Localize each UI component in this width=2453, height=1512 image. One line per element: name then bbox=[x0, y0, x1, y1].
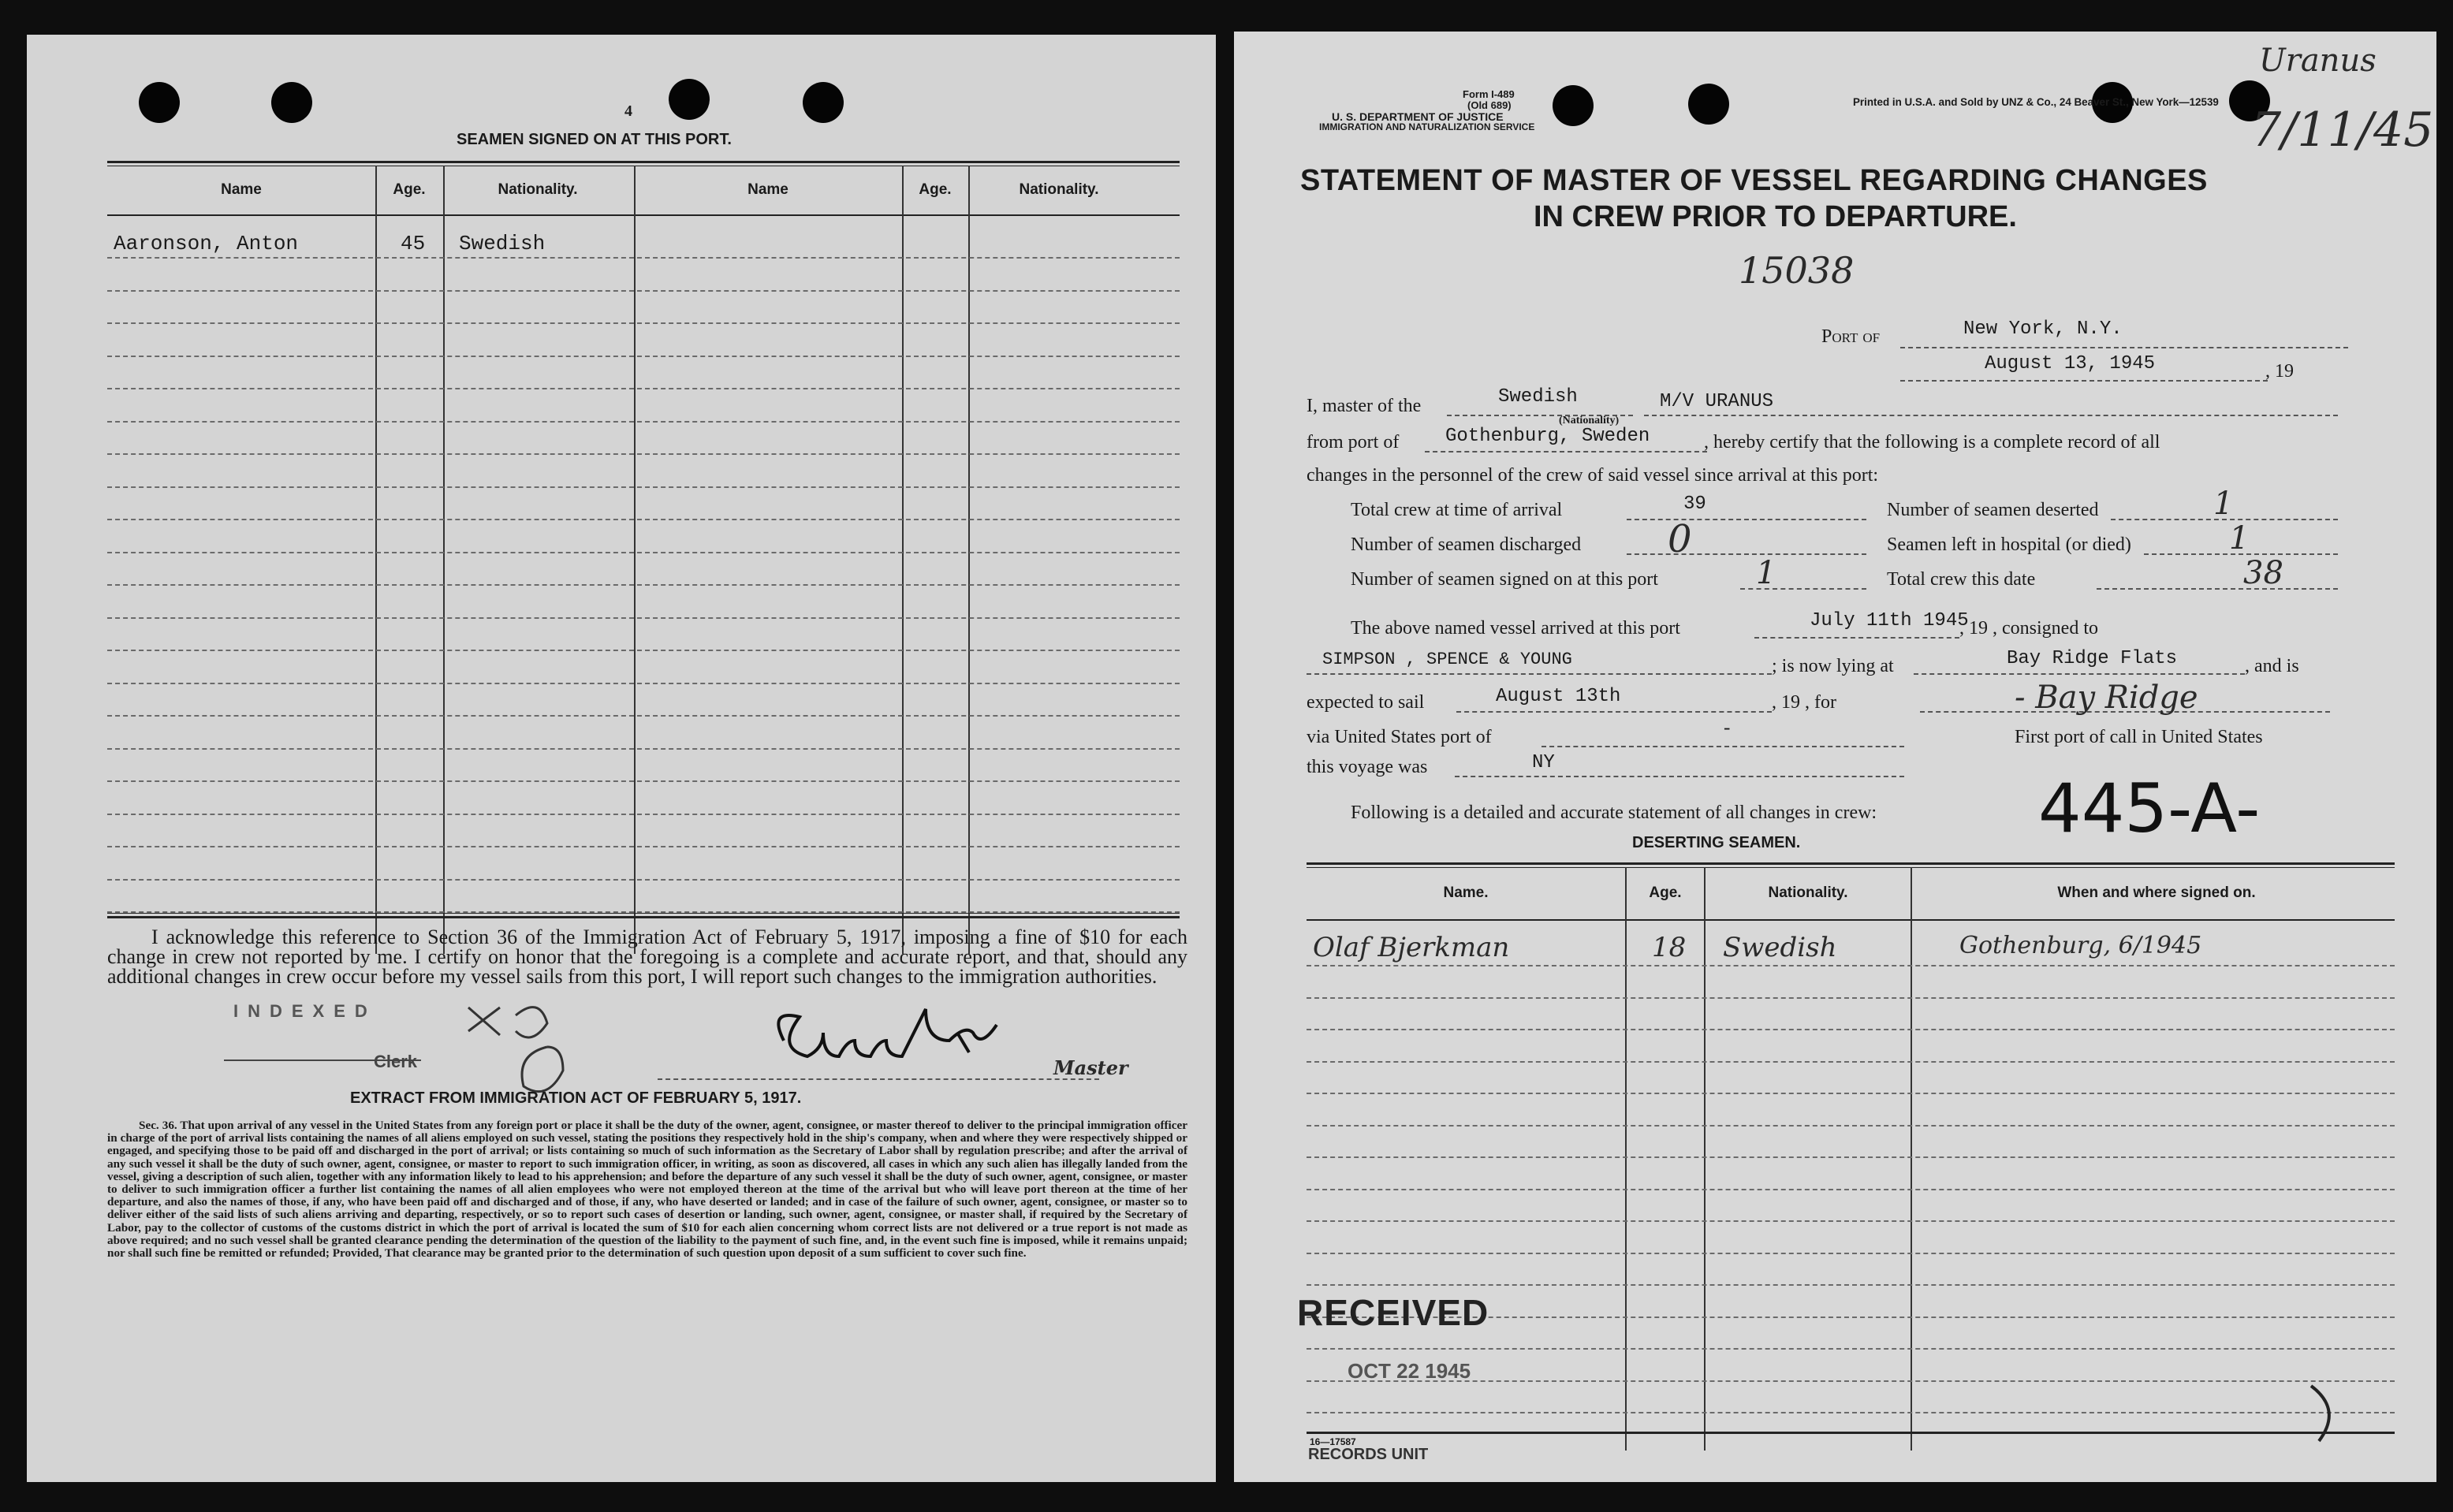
department: U. S. DEPARTMENT OF JUSTICE bbox=[1332, 110, 1504, 123]
section-36-text: Sec. 36. That upon arrival of any vessel in the United States from any foreign port or place it shall be the duty of the owner, agent, consignee, or master thereof to deliver to the principal immigration officer in charge of the port of arrival lists containing the names of all aliens employed on such vessel, stating the positions they respectively hold in the ship's company, when and where they were respectively shipped or engaged, and specifying those to be paid off and discharged in the port of arrival; or lists containing so much of such information as the Secretary of Labor shall by regulation prescribe; and after the arrival of any such vessel it shall be the duty of such owner, agent, consignee, or master to report to such immigration officer, in writing, as soon as discovered, all cases in which any such alien has illegally landed from the vessel, giving a description of such alien, together with any information likely to lead to his apprehension; and before the departure of any such vessel it shall be the duty of such owner, agent, consignee, or master to deliver to such immigration officer a further list containing the names of all alien employees who were not employed thereon at the time of the arrival but who will leave port thereon at the time of her departure, and also the names of those, if any, who have been paid off and discharged and of those, if any, who have deserted or landed; and in case of the failure of such owner, agent, consignee, or master so to deliver either of the said lists of such aliens arriving and departing, respectively, or so to report such cases of desertion or landing, such owner, agent, consignee, or master shall, if required by the Secretary of Labor, pay to the collector of customs of the customs district in which the port of arrival is located the sum of $10 for each alien concerning whom correct lists are not delivered or a true report is not made as above required; and no such vessel shall be granted clearance pending the determination of the question of the liability to the payment of such fine, and, in the event such fine is imposed, while it remains unpaid; nor shall such fine be remitted or refunded; Provided, That clearance may be granted prior to the determination of such question upon deposit of a sum sufficient to cover such fine. bbox=[107, 1119, 1187, 1261]
table-row-line bbox=[1307, 1156, 2395, 1158]
table-row-line bbox=[1307, 1220, 2395, 1222]
column-divider bbox=[443, 166, 445, 954]
rule bbox=[107, 916, 1180, 918]
punch-hole bbox=[669, 79, 710, 120]
table-row-line bbox=[107, 290, 1180, 292]
discharged-value: 0 bbox=[1668, 517, 1692, 561]
master-of-label: I, master of the bbox=[1307, 396, 1422, 416]
deserting-title: DESERTING SEAMEN. bbox=[1632, 834, 1801, 851]
column-header-age: Age. bbox=[393, 181, 426, 198]
total-crew-date-value: 38 bbox=[2243, 555, 2283, 591]
column-divider bbox=[1704, 867, 1706, 1451]
table-row-line bbox=[107, 486, 1180, 488]
received-date-stamp: OCT 22 1945 bbox=[1348, 1359, 1471, 1383]
table-row-line bbox=[107, 879, 1180, 881]
lying-label: ; is now lying at bbox=[1772, 656, 1894, 676]
rule bbox=[1307, 1432, 2395, 1434]
extract-title: EXTRACT FROM IMMIGRATION ACT OF FEBRUARY 5, 1917. bbox=[350, 1089, 802, 1107]
table-row-line bbox=[107, 584, 1180, 586]
arrived-label: The above named vessel arrived at this port bbox=[1351, 618, 1680, 639]
section-title: SEAMEN SIGNED ON AT THIS PORT. bbox=[457, 131, 732, 148]
printer-line: Printed in U.S.A. and Sold by UNZ & Co., 24 Beaver St., New York—12539 bbox=[1853, 96, 2219, 108]
page-number: 4 bbox=[624, 102, 632, 120]
indexed-stamp: INDEXED bbox=[233, 1001, 377, 1021]
nationality-caption: (Nationality) bbox=[1559, 415, 1620, 426]
title-line-2: IN CREW PRIOR TO DEPARTURE. bbox=[1534, 200, 2017, 233]
table-row-line bbox=[1307, 1412, 2395, 1413]
handwritten-vessel: Uranus bbox=[2259, 43, 2377, 79]
consignee-value: SIMPSON , SPENCE & YOUNG bbox=[1322, 650, 1572, 669]
arrived-line bbox=[1754, 637, 1959, 639]
deserter-name: Olaf Bjerkman bbox=[1313, 932, 1510, 963]
discharged-label: Number of seamen discharged bbox=[1351, 534, 1582, 555]
for-label: , 19 , for bbox=[1772, 692, 1836, 713]
signed-on-value: 1 bbox=[1756, 555, 1776, 591]
table-row-line bbox=[1307, 1061, 2395, 1063]
total-crew-date-line bbox=[2097, 588, 2338, 590]
lying-value: Bay Ridge Flats bbox=[2007, 648, 2178, 669]
rule bbox=[107, 913, 1180, 914]
from-port-value: Gothenburg, Sweden bbox=[1445, 426, 1650, 447]
table-row-line bbox=[107, 453, 1180, 455]
vessel-value: M/V URANUS bbox=[1660, 391, 1774, 412]
file-number: 15038 bbox=[1739, 249, 1855, 292]
date-line bbox=[1900, 380, 2268, 382]
right-page bbox=[1234, 32, 2436, 1482]
table-row-line bbox=[1307, 1348, 2395, 1350]
port-label: Port of bbox=[1821, 326, 1881, 347]
form-old: (Old 689) bbox=[1467, 99, 1512, 111]
left-page bbox=[27, 35, 1216, 1482]
rule bbox=[1307, 867, 2395, 868]
and-is-label: , and is bbox=[2245, 656, 2299, 676]
handwritten-date: 7/11/45 bbox=[2251, 102, 2434, 158]
table-row-line bbox=[1307, 1189, 2395, 1190]
table-row-line bbox=[107, 748, 1180, 750]
desert-column-nationality: Nationality. bbox=[1768, 884, 1848, 901]
rule bbox=[1307, 919, 2395, 921]
lying-line bbox=[1914, 673, 2245, 675]
table-row-line bbox=[107, 421, 1180, 423]
desert-column-signed: When and where signed on. bbox=[2057, 884, 2256, 901]
desert-column-name: Name. bbox=[1443, 884, 1489, 901]
expected-value: August 13th bbox=[1496, 686, 1621, 707]
hospital-label: Seamen left in hospital (or died) bbox=[1887, 534, 2131, 555]
check-mark bbox=[2295, 1378, 2358, 1449]
master-label: Master bbox=[1053, 1056, 1128, 1079]
column-divider bbox=[902, 166, 904, 954]
column-header-name-2: Name bbox=[747, 181, 788, 198]
desert-column-age: Age. bbox=[1649, 884, 1682, 901]
first-port-label: First port of call in United States bbox=[2015, 727, 2263, 747]
table-row-line bbox=[1307, 1093, 2395, 1094]
column-header-name: Name bbox=[221, 181, 262, 198]
year-suffix: , 19 bbox=[2265, 361, 2294, 382]
acknowledgment-text: I acknowledge this reference to Section 36 of the Immigration Act of February 5, 1917, imposing a fine of $10 for each change in crew not reported by me. I certify on honor that the foregoing is a complete and accurate report, and that, should any additional changes in crew occur before my vessel sails from this port, I will report such changes to the immigration authorities. bbox=[107, 925, 1187, 988]
discharged-line bbox=[1627, 553, 1866, 555]
initials-mark bbox=[453, 992, 634, 1102]
received-stamp: RECEIVED bbox=[1297, 1292, 1489, 1333]
nationality-value: Swedish bbox=[1498, 386, 1578, 408]
table-row-line bbox=[1307, 1125, 2395, 1127]
following-label: Following is a detailed and accurate statement of all changes in crew: bbox=[1351, 803, 1877, 823]
seaman-age: 45 bbox=[401, 232, 426, 255]
table-row-line bbox=[107, 257, 1180, 259]
consignee-line bbox=[1307, 673, 1772, 675]
voyage-line bbox=[1455, 776, 1904, 777]
column-header-nationality-2: Nationality. bbox=[1019, 181, 1099, 198]
from-port-line bbox=[1425, 451, 1707, 452]
table-row-line bbox=[107, 356, 1180, 357]
for-value: - Bay Ridge bbox=[2015, 680, 2198, 716]
deserted-value: 1 bbox=[2213, 486, 2234, 522]
service: IMMIGRATION AND NATURALIZATION SERVICE bbox=[1319, 121, 1535, 132]
table-row-line bbox=[107, 780, 1180, 782]
changes-text: changes in the personnel of the crew of said vessel since arrival at this port: bbox=[1307, 465, 1879, 486]
table-row-line bbox=[107, 322, 1180, 324]
via-value: - bbox=[1721, 719, 1733, 740]
table-row-line bbox=[107, 814, 1180, 815]
rule bbox=[107, 161, 1180, 163]
voyage-label: this voyage was bbox=[1307, 757, 1428, 777]
from-port-label: from port of bbox=[1307, 432, 1400, 452]
table-row-line bbox=[107, 552, 1180, 553]
total-crew-arrival-value: 39 bbox=[1683, 493, 1706, 515]
vessel-line bbox=[1644, 415, 2338, 416]
date-value: August 13, 1945 bbox=[1985, 353, 2156, 374]
punch-hole bbox=[1688, 84, 1729, 125]
port-line bbox=[1900, 347, 2348, 348]
via-label: via United States port of bbox=[1307, 727, 1492, 747]
table-row-line bbox=[1307, 1029, 2395, 1030]
seaman-nationality: Swedish bbox=[459, 232, 546, 255]
clerk-label: Clerk bbox=[374, 1052, 418, 1071]
table-row-line bbox=[107, 388, 1180, 389]
table-row-line bbox=[107, 617, 1180, 619]
hospital-value: 1 bbox=[2229, 520, 2250, 557]
column-divider bbox=[1625, 867, 1627, 1451]
deserted-label: Number of seamen deserted bbox=[1887, 500, 2099, 520]
table-row-line bbox=[1307, 997, 2395, 999]
via-line bbox=[1542, 746, 1904, 747]
voyage-value: NY bbox=[1532, 752, 1555, 773]
column-divider bbox=[634, 166, 636, 954]
table-row-line bbox=[107, 846, 1180, 847]
total-crew-arrival-line bbox=[1627, 519, 1866, 520]
title-line-1: STATEMENT OF MASTER OF VESSEL REGARDING CHANGES bbox=[1300, 164, 2208, 197]
table-row-line bbox=[1307, 1284, 2395, 1286]
table-row-line bbox=[107, 519, 1180, 520]
certify-text: , hereby certify that the following is a complete record of all bbox=[1704, 432, 2160, 452]
table-row-line bbox=[1307, 1253, 2395, 1254]
punch-hole bbox=[139, 82, 180, 123]
column-divider bbox=[1911, 867, 1912, 1451]
table-row-line bbox=[107, 715, 1180, 717]
column-header-nationality: Nationality. bbox=[498, 181, 578, 198]
form-code: 16—17587 bbox=[1310, 1436, 1356, 1447]
column-header-age-2: Age. bbox=[919, 181, 952, 198]
table-row-line bbox=[107, 683, 1180, 684]
arrived-value: July 11th 1945 bbox=[1810, 610, 1969, 631]
expected-line bbox=[1456, 711, 1772, 713]
total-crew-arrival-label: Total crew at time of arrival bbox=[1351, 500, 1563, 520]
port-value: New York, N.Y. bbox=[1963, 318, 2123, 340]
table-row-line bbox=[107, 650, 1180, 651]
deserter-age: 18 bbox=[1652, 932, 1687, 963]
form-number: Form I-489 bbox=[1463, 88, 1515, 100]
rule bbox=[107, 214, 1180, 216]
signed-on-label: Number of seamen signed on at this port bbox=[1351, 569, 1658, 590]
total-crew-date-label: Total crew this date bbox=[1887, 569, 2036, 590]
records-unit-stamp: RECORDS UNIT bbox=[1308, 1446, 1429, 1463]
consigned-label: , 19 , consigned to bbox=[1959, 618, 2098, 639]
rule bbox=[1307, 862, 2395, 865]
big-handwritten-mark: 445-A- bbox=[2038, 769, 2261, 848]
column-divider bbox=[375, 166, 377, 954]
punch-hole bbox=[1553, 85, 1594, 126]
punch-hole bbox=[271, 82, 312, 123]
master-signature bbox=[760, 993, 1044, 1080]
deserter-signed-on: Gothenburg, 6/1945 bbox=[1959, 932, 2202, 959]
punch-hole bbox=[803, 82, 844, 123]
seaman-name: Aaronson, Anton bbox=[114, 232, 299, 255]
expected-label: expected to sail bbox=[1307, 692, 1425, 713]
table-row-line bbox=[1307, 965, 2395, 966]
column-divider bbox=[968, 166, 970, 954]
deserter-nationality: Swedish bbox=[1723, 932, 1837, 963]
